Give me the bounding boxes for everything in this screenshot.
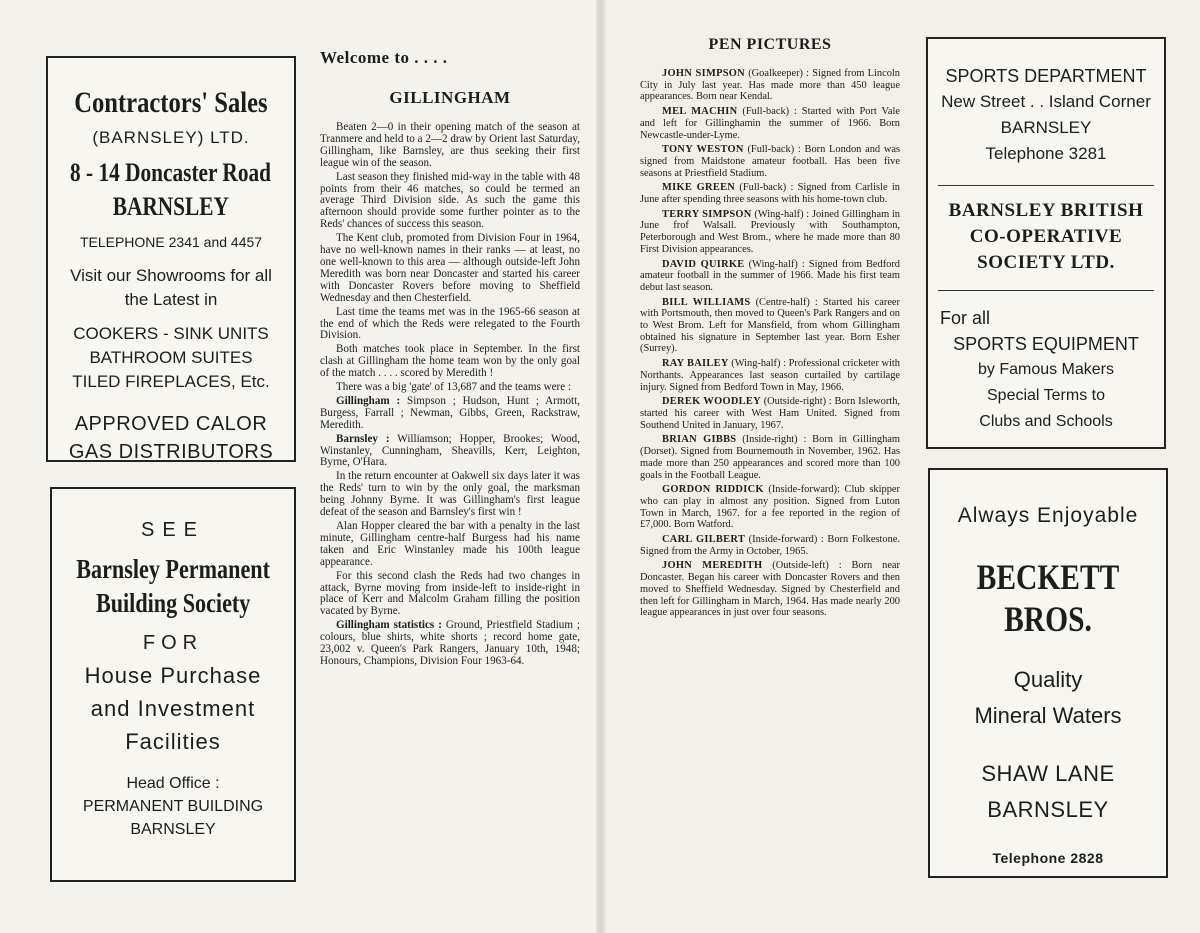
advert-tagline: Always Enjoyable	[957, 504, 1139, 527]
barnsley-lineup	[320, 434, 580, 470]
player-name: CARL GILBERT	[662, 534, 746, 546]
player-name: MIKE GREEN	[662, 182, 736, 194]
advert-product-line: Mineral Waters	[974, 703, 1122, 728]
advert-office-line: BARNSLEY	[130, 821, 216, 838]
beckett-bros-advert	[928, 468, 1168, 878]
article-paragraph: There was a big 'gate' of 13,687 and the teams were :	[336, 381, 572, 394]
pen-picture	[640, 396, 900, 431]
team-heading: GILLINGHAM	[389, 88, 511, 107]
player-name: BRIAN GIBBS	[662, 434, 737, 446]
lineup-label: Gillingham :	[336, 394, 401, 407]
page-fold	[596, 0, 606, 933]
pen-picture	[640, 534, 900, 557]
player-name: RAY BAILEY	[662, 358, 729, 370]
lineup-players: Simpson ; Hudson, Hunt ; Armott, Burgess, Farrall ; Newman, Gibbs, Green, Rackstraw, Meredith.	[320, 394, 580, 431]
player-bio: (Outside-right) : Born Isleworth, started his career with West Ham United. Signed from Southend United in January, 1967.	[640, 396, 900, 431]
lineup-players: Williamson; Hopper, Brookes; Wood, Winstanley, Cunningham, Sheavills, Kerr, Leighton, Byrne, O'Hara.	[320, 432, 580, 469]
pen-picture	[640, 68, 900, 103]
gillingham-lineup	[320, 396, 580, 432]
player-bio: (Full-back) : Signed from Carlisle in June after spending three seasons with his home-town club.	[640, 182, 900, 206]
player-name: JOHN MEREDITH	[662, 560, 763, 572]
advert-visit-line: Visit our Showrooms for all	[70, 266, 272, 285]
pen-picture	[640, 209, 900, 256]
lineup-label: Barnsley :	[336, 432, 390, 445]
article-paragraph: The Kent club, promoted from Division Four in 1964, have no well-known names in their ranks — at least, no one well-known to this area — although outside-left John Meredith was born near Doncaster and started his career with Doncaster Rovers before moving to Sheffield Wednesday and then Chesterfield.	[320, 232, 580, 304]
advert-office-line: PERMANENT BUILDING	[82, 798, 264, 815]
advert-address-line: BARNSLEY	[987, 797, 1109, 822]
advert-product-line: COOKERS - SINK UNITS	[73, 324, 269, 343]
player-name: TONY WESTON	[662, 144, 744, 156]
coop-name-line: CO-OPERATIVE	[969, 226, 1123, 247]
advert-town: BARNSLEY	[1000, 118, 1092, 137]
advert-title: Contractors' Sales	[74, 86, 268, 119]
player-bio: (Wing-half) : Joined Gillingham in June frof Walsall. Previously with Southampton, Peterborough and West Brom., where he made more than 80 First Division appearances.	[640, 208, 900, 255]
advert-purpose-line: and Investment	[90, 696, 256, 721]
statistics-text: Ground, Priestfield Stadium ; colours, blue shirts, white shorts ; record home gate, 23,002 v. Queen's Park Rangers, January 10th, 1948; Honours, Champions, Division Four 1963-64.	[320, 619, 581, 667]
pen-pictures-heading: PEN PICTURES	[708, 36, 832, 53]
advert-address: New Street . . Island Corner	[941, 92, 1151, 111]
pen-picture	[640, 358, 900, 393]
player-bio: (Wing-half) : Signed from Bedford amateur football in the summer of 1966. Made his first team debut last season.	[640, 258, 901, 293]
coop-name-line: SOCIETY LTD.	[977, 252, 1115, 273]
advert-product-line: TILED FIREPLACES, Etc.	[72, 372, 270, 391]
player-bio: (Outside-left) : Born near Doncaster. Began his career with Doncaster Rovers and then moved to Sheffield Wednesday. Signed by Chesterfield and then left for Gillingham in March, 1964. Has made nearly 200 league appearances in just over four seasons.	[640, 560, 900, 619]
gillingham-statistics	[320, 620, 580, 668]
pen-picture	[640, 182, 900, 205]
advert-purpose-line: House Purchase	[84, 663, 262, 688]
advert-address-line: SHAW LANE	[981, 761, 1115, 786]
advert-telephone: TELEPHONE 2341 and 4457	[79, 234, 263, 250]
advert-makers: by Famous Makers	[977, 361, 1115, 378]
advert-purpose-line: Facilities	[125, 729, 221, 754]
player-bio: (Centre-half) : Started his career with Portsmouth, then moved to Queen's Park Rangers and on to West Brom. Left for Mansfield, from whom Gillingham obtained his signature in September last year. Born Esher (Surrey).	[640, 296, 900, 355]
article-paragraph: Beaten 2—0 in their opening match of the season at Tranmere and held to a 2—2 draw by Orient last Saturday, Gillingham, like Barnsley, are thus seeking their first league win of the season.	[320, 121, 580, 169]
pen-picture	[640, 144, 900, 179]
player-name: GORDON RIDDICK	[662, 484, 764, 496]
advert-for: FOR	[142, 632, 204, 654]
welcome-article	[320, 122, 580, 670]
advert-equipment: SPORTS EQUIPMENT	[953, 334, 1139, 354]
pen-pictures-list	[640, 68, 900, 622]
article-paragraph: Alan Hopper cleared the bar with a penalty in the last minute, Gillingham centre-half Burgess had his name taken and Eric Winstanley made his 100th league appearance.	[320, 520, 580, 568]
player-bio: (Inside-forward): Club skipper who can play in almost any position. Signed from Luton Town in March, 1967. for a fee reported in the region of £7,000. Born Watford.	[640, 484, 900, 531]
contractors-sales-advert	[46, 56, 296, 462]
player-bio: (Goalkeeper) : Signed from Lincoln City in July last year. Has made more than 450 league appearances. Born near Kendal.	[640, 68, 900, 103]
player-bio: (Inside-right) : Born in Gillingham (Dorset). Signed from Bournemouth in November, 1962. Has made more than 250 appearances and scored more than 100 goals in the Football League.	[640, 434, 900, 481]
article-paragraph: Both matches took place in September. In the first clash at Gillingham the home team won by the only goal of the match . . . . scored by Meredith !	[320, 343, 580, 380]
player-name: DAVID QUIRKE	[662, 258, 745, 270]
article-paragraph: For this second clash the Reds had two changes in attack, Byrne moving from inside-left to inside-right in place of Kerr and Malcolm Graham filling the position vacated by Byrne.	[320, 569, 580, 618]
welcome-heading: Welcome to . . . .	[320, 48, 448, 67]
advert-for-all: For all	[940, 308, 991, 328]
advert-subtitle: (BARNSLEY) LTD.	[92, 128, 250, 147]
pen-picture	[640, 297, 900, 356]
advert-address: 8 - 14 Doncaster Road	[70, 158, 272, 187]
advert-title: Building Society	[95, 588, 251, 618]
article-paragraph: In the return encounter at Oakwell six days later it was the Reds' turn to win by the only goal, the marksman being Johnny Byrne. It was Gillingham's first league defeat of the season and Barnsley's first win !	[320, 470, 580, 519]
player-name: TERRY SIMPSON	[662, 208, 752, 220]
advert-terms-line: Special Terms to	[987, 387, 1105, 404]
advert-see: SEE	[140, 519, 206, 541]
advert-office-line: Head Office :	[126, 775, 220, 792]
pen-picture	[640, 484, 900, 531]
pen-picture	[640, 259, 900, 294]
article-paragraph: Last season they finished mid-way in the table with 48 points from their 46 matches, so could be termed an average Third Division side. As such the game this afternoon should provide some further pointer as to the Reds' chances of success this season.	[320, 170, 580, 231]
advert-title: SPORTS DEPARTMENT	[945, 66, 1147, 86]
advert-product-line: Quality	[1013, 667, 1083, 692]
advert-terms-line: Clubs and Schools	[979, 413, 1113, 430]
player-name: BILL WILLIAMS	[662, 296, 751, 308]
building-society-advert	[50, 487, 296, 882]
player-bio: (Full-back) : Started with Port Vale and left for Gillinghamin the summer of 1966. Born Newcastle-under-Lyme.	[640, 106, 900, 141]
player-bio: (Full-back) : Born London and was signed from Maidstone amateur football. Has been five seasons at Priestfield Stadium.	[640, 144, 900, 179]
pen-picture	[640, 434, 900, 481]
advert-telephone: Telephone 2828	[992, 850, 1104, 866]
advert-visit-line: the Latest in	[124, 290, 218, 309]
article-paragraph: Last time the teams met was in the 1965-66 season at the end of which the Reds were relegated to the Fourth Division.	[320, 305, 580, 342]
pen-picture	[640, 560, 900, 619]
pen-picture	[640, 106, 900, 141]
sports-department-advert	[926, 37, 1166, 449]
player-name: JOHN SIMPSON	[662, 68, 745, 79]
player-bio: (Wing-half) : Professional cricketer with Northants. Appearances last season curtailed by cartilage injury. Signed from Bedford Town in May, 1966.	[640, 358, 900, 393]
player-name: MEL MACHIN	[662, 106, 738, 118]
advert-title: Barnsley Permanent	[76, 554, 270, 584]
advert-product-line: BATHROOM SUITES	[89, 348, 253, 367]
player-name: DEREK WOODLEY	[662, 396, 761, 408]
player-bio: (Inside-forward) : Born Folkestone. Signed from the Army in October, 1965.	[640, 534, 900, 557]
advert-calor-line: GAS DISTRIBUTORS	[68, 441, 274, 463]
advert-telephone: Telephone 3281	[985, 144, 1107, 163]
advert-town: BARNSLEY	[112, 192, 230, 221]
coop-name-line: BARNSLEY BRITISH	[948, 200, 1144, 221]
advert-calor-line: APPROVED CALOR	[74, 413, 268, 435]
advert-title: BECKETT BROS.	[976, 557, 1120, 639]
statistics-label: Gillingham statistics :	[336, 619, 442, 632]
